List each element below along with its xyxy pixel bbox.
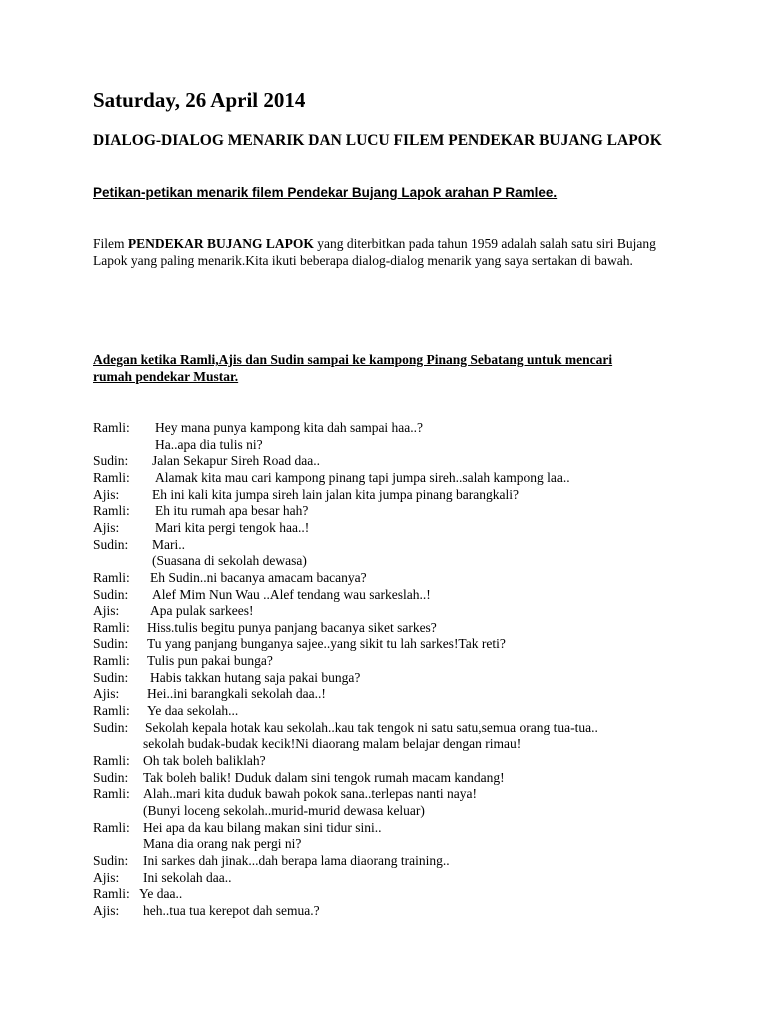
post-date-heading: Saturday, 26 April 2014: [93, 88, 306, 112]
dialog-text: (Suasana di sekolah dewasa): [152, 553, 307, 569]
dialog-speaker: Ramli:: [93, 886, 130, 902]
dialog-text: (Bunyi loceng sekolah..murid-murid dewasa keluar): [143, 802, 425, 818]
dialog-text: heh..tua tua kerepot dah semua.?: [143, 902, 320, 918]
dialog-speaker: Sudin:: [93, 669, 129, 685]
dialog-speaker: Ramli:: [93, 703, 130, 719]
dialog-speaker: Sudin:: [93, 586, 129, 602]
dialog-text: Hiss.tulis begitu punya panjang bacanya siket sarkes?: [147, 619, 437, 635]
dialog-text: Ye daa sekolah...: [147, 703, 239, 719]
dialog-speaker: Ajis:: [93, 486, 120, 502]
dialog-text: Oh tak boleh baliklah?: [143, 753, 266, 768]
dialog-speaker: Sudin:: [93, 769, 129, 785]
dialog-speaker: Ajis:: [93, 603, 120, 619]
intro-film-name: PENDEKAR BUJANG LAPOK: [127, 236, 314, 251]
dialog-text: Hei apa da kau bilang makan sini tidur sini..: [143, 819, 382, 835]
dialog-text: Mari kita pergi tengok haa..!: [155, 519, 310, 535]
dialog-speaker: Ramli:: [93, 819, 130, 835]
article-subtitle: Petikan-petikan menarik filem Pendekar Bujang Lapok arahan P Ramlee.: [93, 185, 558, 200]
dialog-text: Ini sarkes dah jinak...dah berapa lama diaorang training..: [143, 852, 450, 868]
dialog-speaker: Ramli:: [93, 786, 130, 802]
dialog-text: Hei..ini barangkali sekolah daa..!: [147, 686, 326, 702]
dialog-speaker: Ajis:: [93, 686, 120, 702]
scene-heading: Adegan ketika Ramli,Ajis dan Sudin sampai ke kampong Pinang Sebatang untuk mencari rumah pendekar Mustar.: [93, 352, 613, 384]
dialog-speaker: Sudin:: [93, 453, 129, 469]
dialog-text: Alamak kita mau cari kampong pinang tapi jumpa sireh..salah kampong laa..: [155, 469, 570, 485]
dialog-text: Tulis pun pakai bunga?: [147, 653, 273, 669]
dialog-speaker: Ramli:: [93, 420, 130, 435]
dialog-text: Tak boleh balik! Duduk dalam sini tengok rumah macam kandang!: [143, 769, 505, 785]
dialog-speaker: Ajis:: [93, 902, 120, 918]
dialog-text: Alef Mim Nun Wau ..Alef tendang wau sarkeslah..!: [152, 586, 431, 602]
dialog-speaker: Ajis:: [93, 519, 120, 535]
dialog-text: Jalan Sekapur Sireh Road daa..: [152, 453, 320, 469]
dialog-speaker: Ajis:: [93, 869, 120, 885]
dialog-text: Mana dia orang nak pergi ni?: [143, 836, 302, 852]
intro-paragraph: [93, 235, 673, 269]
dialog-speaker: Ramli:: [93, 753, 130, 768]
dialog-speaker: Ramli:: [93, 469, 130, 485]
dialog-text: sekolah budak-budak kecik!Ni diaorang malam belajar dengan rimau!: [143, 736, 522, 752]
dialog-text: Ini sekolah daa..: [143, 869, 232, 885]
dialog-speaker: Sudin:: [93, 636, 129, 652]
dialog-speaker: Sudin:: [93, 852, 129, 868]
dialog-text: Sekolah kepala hotak kau sekolah..kau tak tengok ni satu satu,semua orang tua-tua..: [145, 719, 598, 735]
dialog-speaker: Ramli:: [93, 569, 130, 585]
dialog-text: Alah..mari kita duduk bawah pokok sana..terlepas nanti naya!: [143, 786, 478, 802]
article-title: DIALOG-DIALOG MENARIK DAN LUCU FILEM PENDEKAR BUJANG LAPOK: [93, 132, 662, 149]
dialog-speaker: Ramli:: [93, 653, 130, 669]
dialog-speaker: Ramli:: [93, 503, 130, 519]
dialog-speaker: Ramli:: [93, 619, 130, 635]
dialog-text: Eh itu rumah apa besar hah?: [155, 503, 309, 519]
dialog-text: Mari..: [152, 536, 185, 552]
intro-prefix: Filem: [93, 236, 128, 251]
dialog-speaker: Sudin:: [93, 719, 129, 735]
dialog-text: Tu yang panjang bunganya sajee..yang sikit tu lah sarkes!Tak reti?: [147, 636, 506, 652]
dialog-speaker: Sudin:: [93, 536, 129, 552]
dialog-text: Apa pulak sarkees!: [150, 603, 254, 619]
dialog-text: Eh ini kali kita jumpa sireh lain jalan kita jumpa pinang barangkali?: [152, 486, 520, 502]
dialog-text: Ha..apa dia tulis ni?: [155, 436, 263, 452]
intro-suffix: yang diterbitkan pada tahun 1959 adalah salah satu siri Bujang Lapok yang paling menarik.Kita ikuti beberapa dialog-dialog menarik yang saya sertakan di bawah.: [93, 236, 656, 268]
dialog-text: Eh Sudin..ni bacanya amacam bacanya?: [150, 569, 367, 585]
dialog-text: Ye daa..: [139, 886, 183, 902]
dialog-text: Habis takkan hutang saja pakai bunga?: [150, 669, 361, 685]
dialog-text: Hey mana punya kampong kita dah sampai haa..?: [155, 420, 424, 435]
